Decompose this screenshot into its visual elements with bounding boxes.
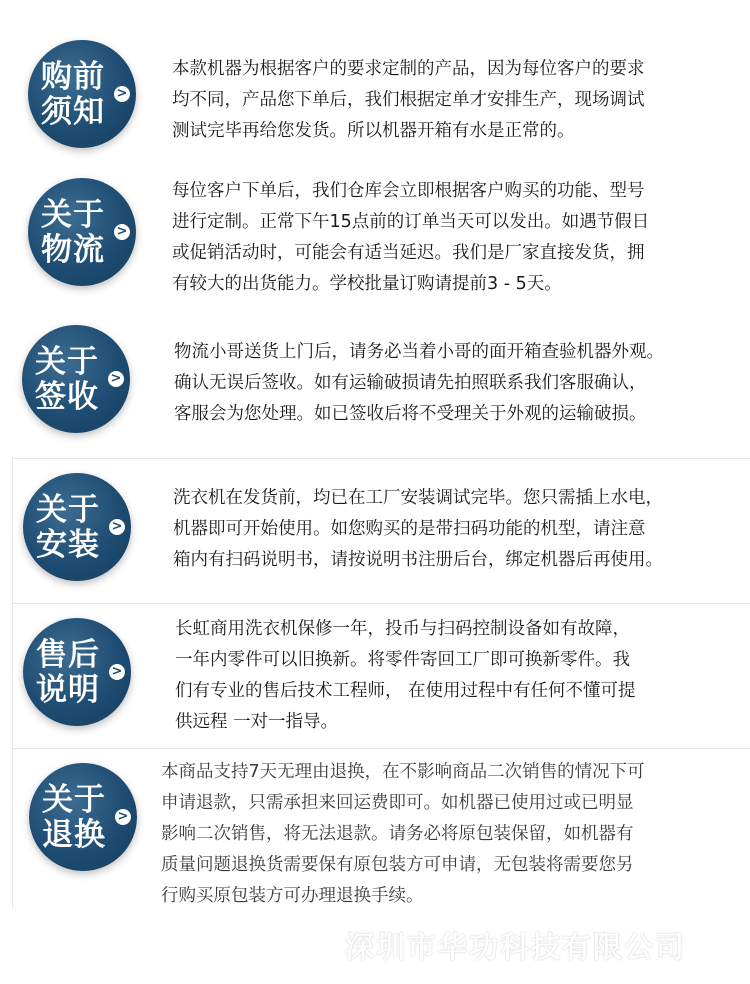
body-line: 物流小哥送货上门后，请务必当着小哥的面开箱查验机器外观。 [174, 342, 664, 362]
chevron-right-icon: > [109, 664, 125, 680]
body-line: 或促销活动时，可能会有适当延迟。我们是厂家直接发货，拥 [172, 243, 645, 263]
badge-title-line1: 关于 [41, 197, 105, 233]
body-line: 们有专业的售后技术工程师， 在使用过程中有任何不懂可提 [175, 681, 636, 701]
badge-logistics [28, 178, 136, 286]
section-body [175, 614, 636, 738]
badge-title-line1: 关于 [42, 782, 106, 818]
section-installation [12, 458, 750, 603]
badge-title-line1: 售后 [36, 637, 100, 673]
body-line: 行购买原包装方可办理退换手续。 [161, 886, 424, 906]
badge-after-sales [23, 618, 131, 726]
section-body [174, 337, 664, 430]
section-body [161, 757, 645, 912]
chevron-right-icon: > [114, 86, 130, 102]
badge-title-line2: 退换 [42, 817, 106, 853]
body-line: 进行定制。正常下午15点前的订单当天可以发出。如遇节假日 [172, 212, 650, 232]
badge-installation [23, 473, 131, 581]
body-line: 均不同，产品您下单后，我们根据定单才安排生产，现场调试 [172, 90, 645, 110]
body-line: 供远程 一对一指导。 [175, 712, 339, 732]
body-line: 质量问题退换货需要保有原包装方可申请，无包装将需要您另 [161, 855, 634, 875]
badge-receipt [22, 325, 130, 433]
body-line: 确认无误后签收。如有运输破损请先拍照联系我们客服确认， [174, 373, 647, 393]
badge-title-line2: 安装 [36, 527, 100, 563]
chevron-right-icon: > [109, 519, 125, 535]
badge-title-line2: 须知 [41, 94, 105, 130]
body-line: 客服会为您处理。如已签收后将不受理关于外观的运输破损。 [174, 404, 647, 424]
section-body [172, 54, 645, 147]
section-receipt [0, 315, 750, 455]
body-line: 有较大的出货能力。学校批量订购请提前3 - 5天。 [172, 274, 562, 294]
body-line: 本商品支持7天无理由退换，在不影响商品二次销售的情况下可 [161, 762, 645, 782]
body-line: 测试完毕再给您发货。所以机器开箱有水是正常的。 [172, 121, 575, 141]
badge-title-line2: 物流 [41, 232, 105, 268]
badge-return-exchange [29, 763, 137, 871]
section-logistics [0, 170, 750, 310]
body-line: 影响二次销售，将无法退款。请务必将原包装保留，如机器有 [161, 824, 634, 844]
section-after-sales [12, 603, 750, 748]
body-line: 一年内零件可以旧换新。将零件寄回工厂即可换新零件。我 [175, 650, 630, 670]
chevron-right-icon: > [108, 371, 124, 387]
company-watermark: 深圳市华功科技有限公司 [345, 930, 687, 964]
badge-title-line2: 说明 [36, 672, 100, 708]
section-purchase-notice [0, 30, 750, 170]
body-line: 机器即可开始使用。如您购买的是带扫码功能的机型，请注意 [173, 519, 646, 539]
badge-title-line1: 关于 [35, 344, 99, 380]
body-line: 箱内有扫码说明书，请按说明书注册后台，绑定机器后再使用。 [173, 550, 663, 570]
section-body [172, 176, 649, 300]
body-line: 本款机器为根据客户的要求定制的产品，因为每位客户的要求 [172, 59, 645, 79]
body-line: 洗衣机在发货前，均已在工厂安装调试完毕。您只需插上水电， [173, 488, 663, 508]
body-line: 申请退款，只需承担来回运费即可。如机器已使用过或已明显 [161, 793, 634, 813]
chevron-right-icon: > [115, 809, 131, 825]
section-body [173, 483, 663, 576]
badge-title-line2: 签收 [35, 379, 99, 415]
body-line: 长虹商用洗衣机保修一年，投币与扫码控制设备如有故障， [175, 619, 630, 639]
badge-title-line1: 关于 [36, 492, 100, 528]
body-line: 每位客户下单后，我们仓库会立即根据客户购买的功能、型号 [172, 181, 645, 201]
badge-purchase-notice [28, 40, 136, 148]
chevron-right-icon: > [114, 224, 130, 240]
section-return-exchange [12, 748, 750, 908]
badge-title-line1: 购前 [41, 59, 105, 95]
